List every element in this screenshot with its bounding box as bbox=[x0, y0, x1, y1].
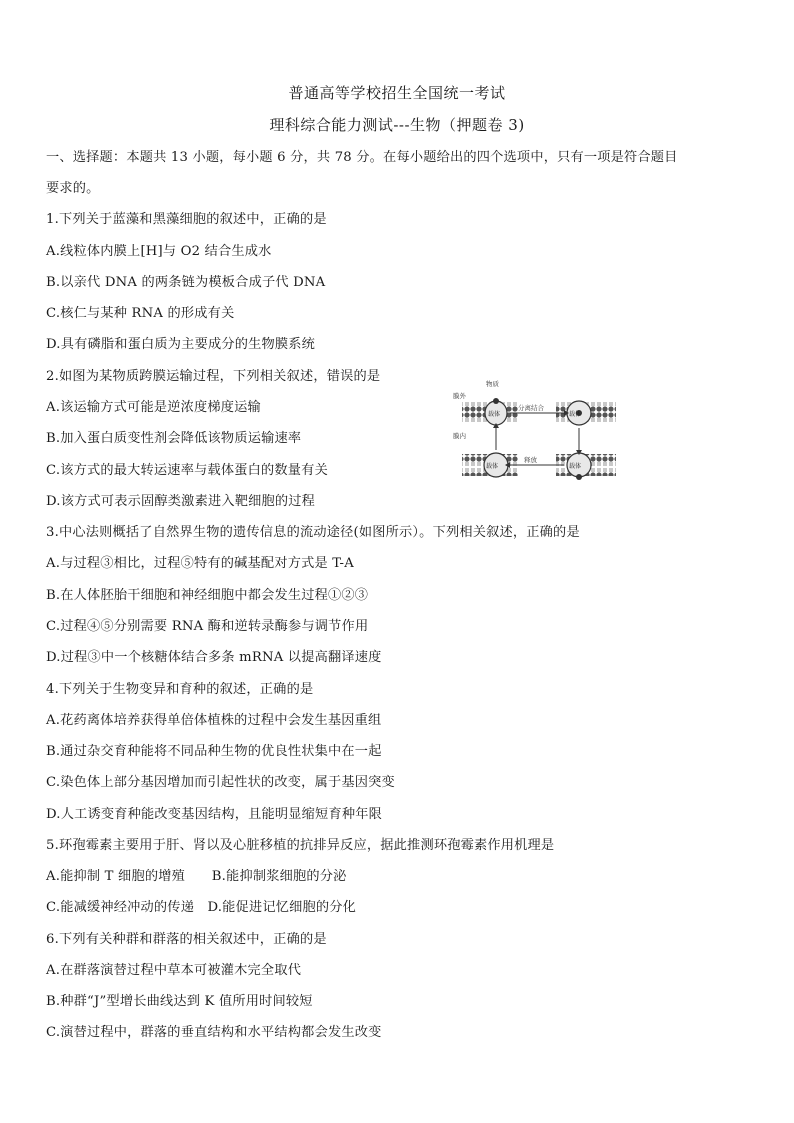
question-4-stem: 4.下列关于生物变异和育种的叙述，正确的是 bbox=[46, 682, 314, 697]
question-1-option-c: C.核仁与某种 RNA 的形成有关 bbox=[46, 306, 235, 321]
label-binding: 分离结合 bbox=[518, 404, 544, 412]
question-6-stem: 6.下列有关种群和群落的相关叙述中，正确的是 bbox=[46, 932, 327, 947]
question-4-option-c: C.染色体上部分基因增加而引起性状的改变，属于基因突变 bbox=[46, 775, 395, 790]
question-4-option-a: A.花药离体培养获得单倍体植株的过程中会发生基因重组 bbox=[46, 713, 382, 728]
question-4-option-b: B.通过杂交育种能将不同品种生物的优良性状集中在一起 bbox=[46, 744, 382, 759]
section-instruction-line2: 要求的。 bbox=[46, 181, 100, 196]
label-carrier-bottom-right: 载体 bbox=[569, 463, 582, 470]
question-3-option-c: C.过程④⑤分别需要 RNA 酶和逆转录酶参与调节作用 bbox=[46, 619, 369, 634]
question-3-stem: 3.中心法则概括了自然界生物的遗传信息的流动途径(如图所示）。下列相关叙述，正确的是 bbox=[46, 525, 580, 540]
question-3-option-d: D.过程③中一个核糖体结合多条 mRNA 以提高翻译速度 bbox=[46, 650, 382, 665]
question-1-option-b: B.以亲代 DNA 的两条链为模板合成子代 DNA bbox=[46, 275, 326, 290]
label-release: 释放 bbox=[524, 456, 537, 464]
label-substance: 物质 bbox=[486, 380, 499, 388]
question-1-option-a: A.线粒体内膜上[H]与 O2 结合生成水 bbox=[46, 244, 272, 259]
label-outside: 膜外 bbox=[453, 392, 466, 400]
membrane-transport-diagram bbox=[452, 368, 620, 496]
question-3-option-a: A.与过程③相比，过程⑤特有的碱基配对方式是 T-A bbox=[46, 556, 354, 571]
membrane-transport-figure bbox=[452, 368, 620, 496]
question-2-option-c: C.该方式的最大转运速率与载体蛋白的数量有关 bbox=[46, 463, 328, 478]
question-2-option-b: B.加入蛋白质变性剂会降低该物质运输速率 bbox=[46, 431, 302, 446]
question-6-option-c: C.演替过程中，群落的垂直结构和水平结构都会发生改变 bbox=[46, 1025, 382, 1040]
label-inside: 膜内 bbox=[453, 432, 466, 440]
question-5-options-cd: C.能减缓神经冲动的传递 D.能促进记忆细胞的分化 bbox=[46, 900, 357, 915]
question-2-stem: 2.如图为某物质跨膜运输过程，下列相关叙述，错误的是 bbox=[46, 369, 381, 384]
question-5-options-ab: A.能抑制 T 细胞的增殖 B.能抑制浆细胞的分泌 bbox=[46, 869, 347, 884]
question-2-option-a: A.该运输方式可能是逆浓度梯度运输 bbox=[46, 400, 261, 415]
label-carrier-top-left: 载体 bbox=[488, 411, 501, 418]
question-2-option-d: D.该方式可表示固醇类激素进入靶细胞的过程 bbox=[46, 494, 316, 509]
question-3-option-b: B.在人体胚胎干细胞和神经细胞中都会发生过程①②③ bbox=[46, 588, 369, 603]
exam-title: 普通高等学校招生全国统一考试 bbox=[288, 84, 506, 102]
question-6-option-a: A.在群落演替过程中草本可被灌木完全取代 bbox=[46, 963, 302, 978]
question-5-stem: 5.环孢霉素主要用于肝、肾以及心脏移植的抗排异反应，据此推测环孢霉素作用机理是 bbox=[46, 838, 555, 853]
question-4-option-d: D.人工诱变育种能改变基因结构，且能明显缩短育种年限 bbox=[46, 807, 382, 822]
question-6-option-b: B.种群“J”型增长曲线达到 K 值所用时间较短 bbox=[46, 994, 313, 1009]
label-carrier-bottom-left: 载体 bbox=[486, 463, 499, 470]
exam-subtitle: 理科综合能力测试---生物（押题卷 3) bbox=[269, 116, 525, 134]
label-carrier-top-right: 载体 bbox=[569, 411, 582, 418]
question-1-stem: 1.下列关于蓝藻和黑藻细胞的叙述中，正确的是 bbox=[46, 212, 327, 227]
section-instruction-line1: 一、选择题：本题共 13 小题，每小题 6 分，共 78 分。在每小题给出的四个选项中，只有一项是符合题目 bbox=[46, 150, 678, 165]
question-1-option-d: D.具有磷脂和蛋白质为主要成分的生物膜系统 bbox=[46, 337, 316, 352]
